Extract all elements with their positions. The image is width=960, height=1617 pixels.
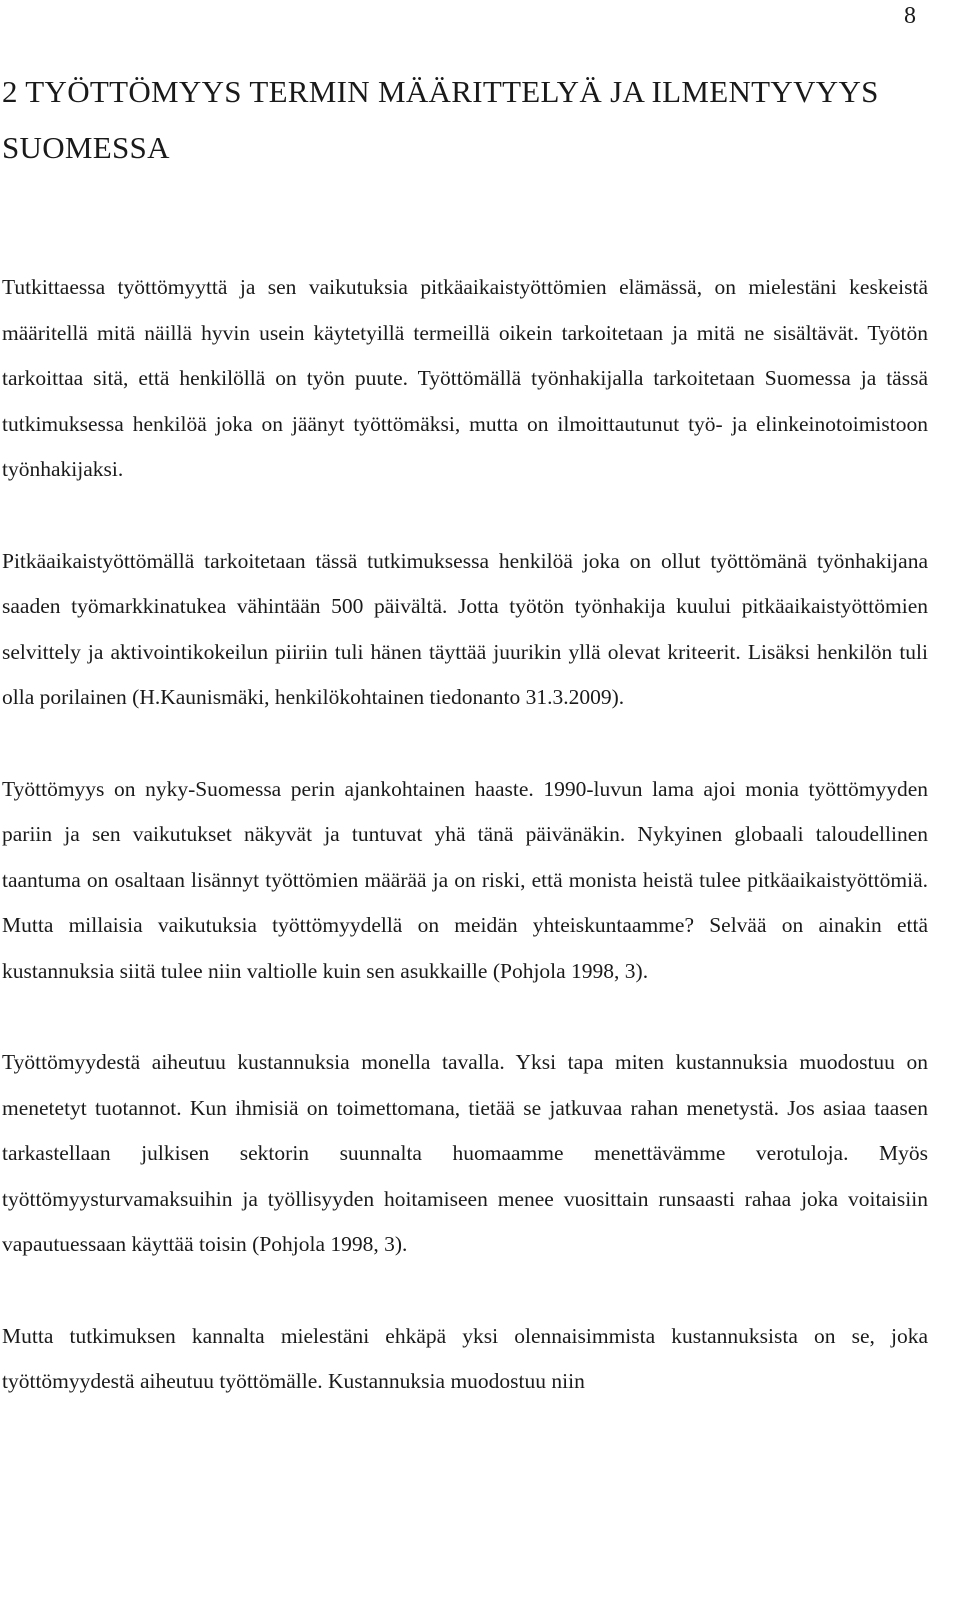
paragraph-long-term-unemployed: Pitkäaikaistyöttömällä tarkoitetaan tässä tutkimuksessa henkilöä joka on ollut työttömänä työnhakijana saaden työmarkkinatukea vähintään 500 päivältä. Jotta työtön työnhakija kuului pitkäaikaistyöttömien selvittely ja aktivointikokeilun piiriin tuli hänen täyttää juurikin yllä olevat kriteerit. Lisäksi henkilön tuli olla porilainen (H.Kaunismäki, henkilökohtainen tiedonanto 31.3.2009). <box>2 548 928 709</box>
paragraph-costs-to-individual: Mutta tutkimuksen kannalta mielestäni ehkäpä yksi olennaisimmista kustannuksista on se, joka työttömyydestä aiheutuu työttömälle. Kustannuksia muodostuu niin <box>2 1323 928 1393</box>
body-text <box>2 265 928 1451</box>
paragraph-definitions: Tutkittaessa työttömyyttä ja sen vaikutuksia pitkäaikaistyöttömien elämässä, on mielestäni keskeistä määritellä mitä näillä hyvin usein käytetyillä termeillä oikein tarkoitetaan ja mitä ne sisältävät. Työtön tarkoittaa sitä, että henkilöllä on työn puute. Työttömällä työnhakijalla tarkoitetaan Suomessa ja tässä tutkimuksessa henkilöä joka on jäänyt työttömäksi, mutta on ilmoittautunut työ- ja elinkeinotoimistoon työnhakijaksi. <box>2 275 928 481</box>
paragraph-current-situation: Työttömyys on nyky-Suomessa perin ajankohtainen haaste. 1990-luvun lama ajoi monia työttömyyden pariin ja sen vaikutukset näkyvät ja tuntuvat yhä tänä päivänäkin. Nykyinen globaali taloudellinen taantuma on osaltaan lisännyt työttömien määrää ja on riski, että monista heistä tulee pitkäaikaistyöttömiä. Mutta millaisia vaikutuksia työttömyydellä on meidän yhteiskuntaamme? Selvää on ainakin että kustannuksia siitä tulee niin valtiolle kuin sen asukkaille (Pohjola 1998, 3). <box>2 776 928 983</box>
paragraph-costs: Työttömyydestä aiheutuu kustannuksia monella tavalla. Yksi tapa miten kustannuksia muodostuu on menetetyt tuotannot. Kun ihmisiä on toimettomana, tietää se jatkuvaa rahan menetystä. Jos asiaa taasen tarkastellaan julkisen sektorin suunnalta huomaamme menettävämme verotuloja. Myös työttömyysturvamaksuihin ja työllisyyden hoitamiseen menee vuosittain runsaasti rahaa joka voitaisiin vapautuessaan käyttää toisin (Pohjola 1998, 3). <box>2 1050 928 1256</box>
page-number: 8 <box>904 3 916 29</box>
section-heading: 2 TYÖTTÖMYYS TERMIN MÄÄRITTELYÄ JA ILMENTYVYYS SUOMESSA <box>2 74 879 165</box>
